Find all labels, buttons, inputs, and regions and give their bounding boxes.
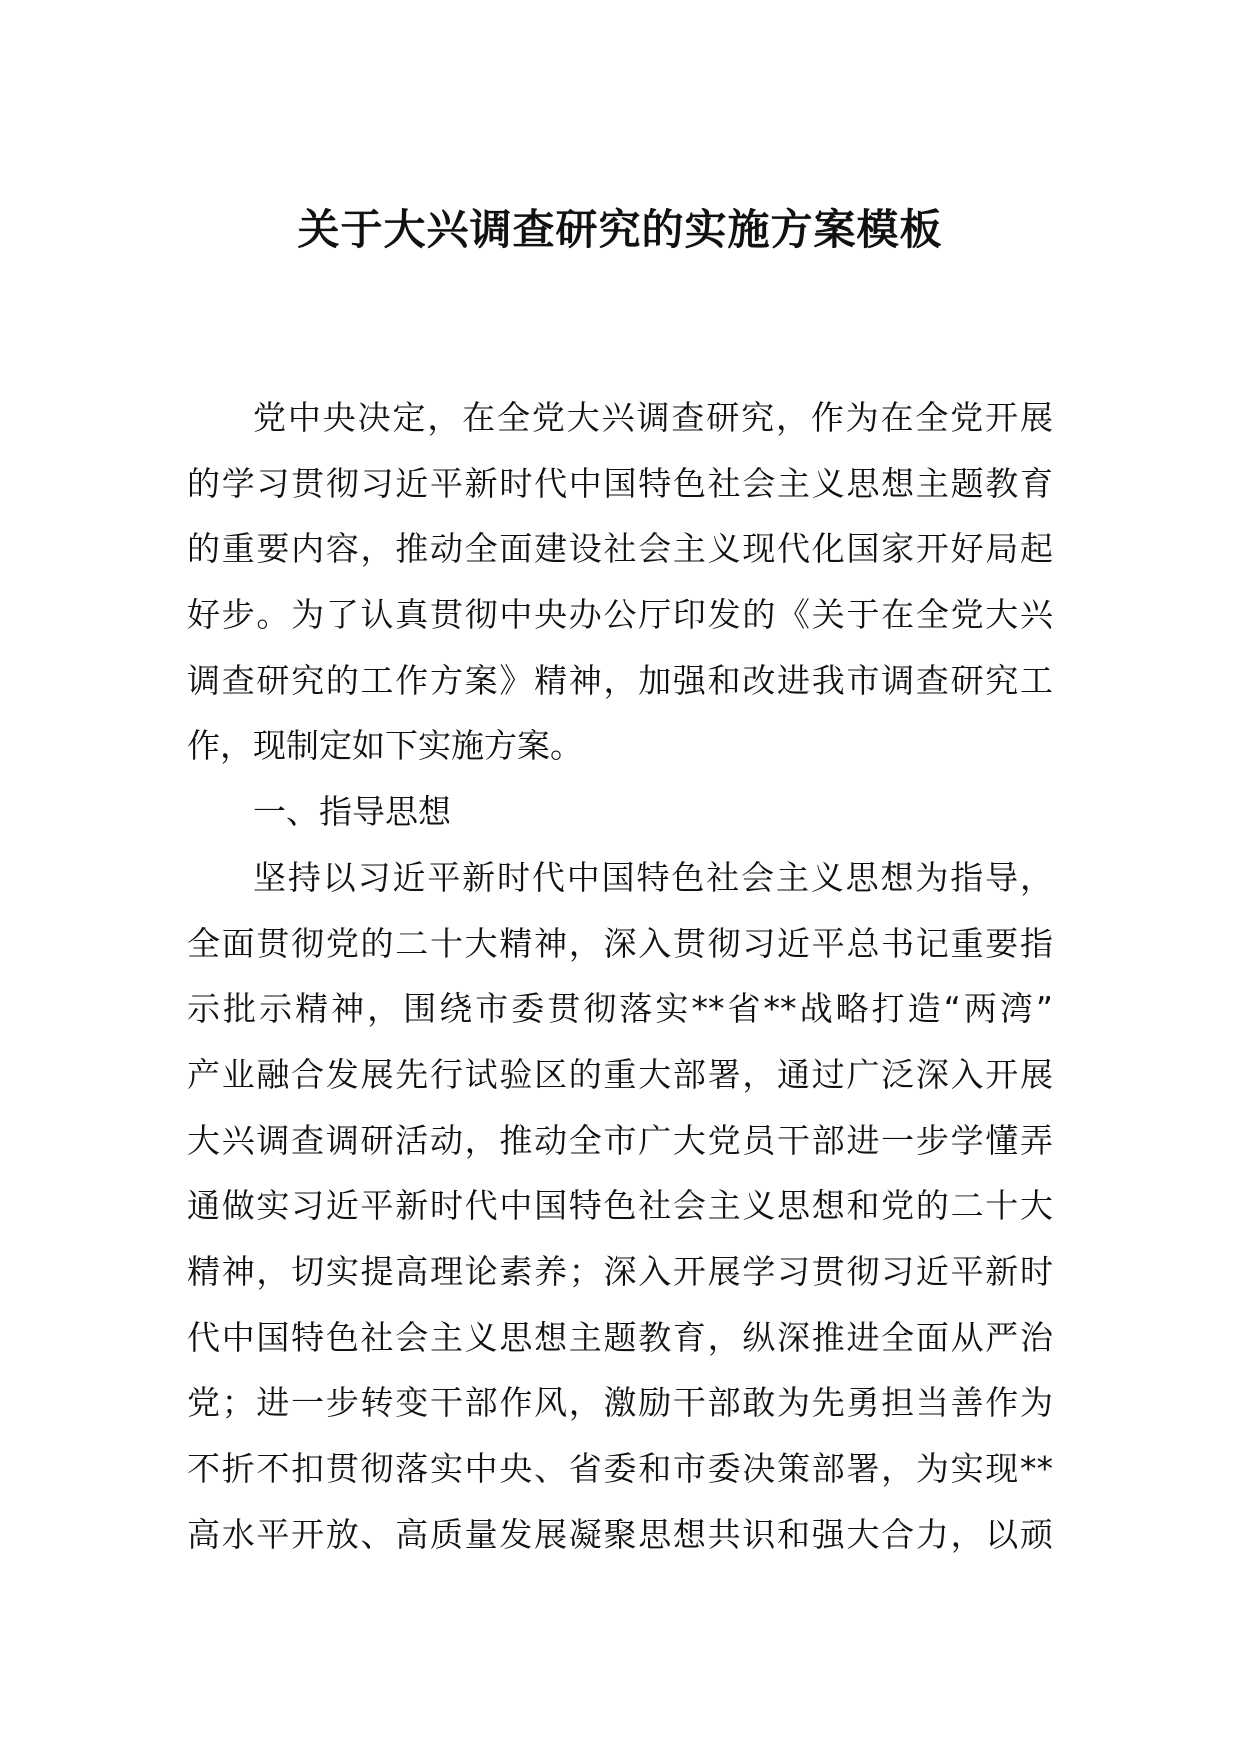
paragraph-line: 好步。为了认真贯彻中央办公厅印发的《关于在全党大兴	[187, 595, 1053, 635]
paragraph-line: 产业融合发展先行试验区的重大部署，通过广泛深入开展	[187, 1054, 1053, 1094]
paragraph-line: 作，现制定如下实施方案。	[187, 726, 583, 766]
section-heading: 一、指导思想	[253, 792, 451, 832]
paragraph-line: 的学习贯彻习近平新时代中国特色社会主义思想主题教育	[187, 463, 1053, 503]
paragraph-line: 不折不扣贯彻落实中央、省委和市委决策部署，为实现**	[187, 1449, 1053, 1488]
paragraph-line: 大兴调查调研活动，推动全市广大党员干部进一步学懂弄	[187, 1120, 1053, 1160]
paragraph-line: 通做实习近平新时代中国特色社会主义思想和党的二十大	[187, 1186, 1053, 1226]
paragraph-line: 的重要内容，推动全面建设社会主义现代化国家开好局起	[187, 529, 1053, 569]
document-title: 关于大兴调查研究的实施方案模板	[297, 205, 943, 254]
paragraph-line: 坚持以习近平新时代中国特色社会主义思想为指导，	[253, 857, 1053, 897]
paragraph-line: 调查研究的工作方案》精神，加强和改进我市调查研究工	[187, 660, 1053, 700]
paragraph-line: 示批示精神，围绕市委贯彻落实**省**战略打造“两湾”	[187, 989, 1053, 1029]
paragraph-line: 党中央决定，在全党大兴调查研究，作为在全党开展	[253, 398, 1053, 437]
paragraph-line: 精神，切实提高理论素养；深入开展学习贯彻习近平新时	[187, 1251, 1053, 1291]
document-body	[187, 385, 1053, 1567]
paragraph-line: 代中国特色社会主义思想主题教育，纵深推进全面从严治	[187, 1317, 1053, 1357]
paragraph-line: 高水平开放、高质量发展凝聚思想共识和强大合力，以顽	[187, 1514, 1053, 1554]
paragraph-line: 全面贯彻党的二十大精神，深入贯彻习近平总书记重要指	[187, 923, 1053, 963]
paragraph-line: 党；进一步转变干部作风，激励干部敢为先勇担当善作为	[187, 1383, 1053, 1423]
